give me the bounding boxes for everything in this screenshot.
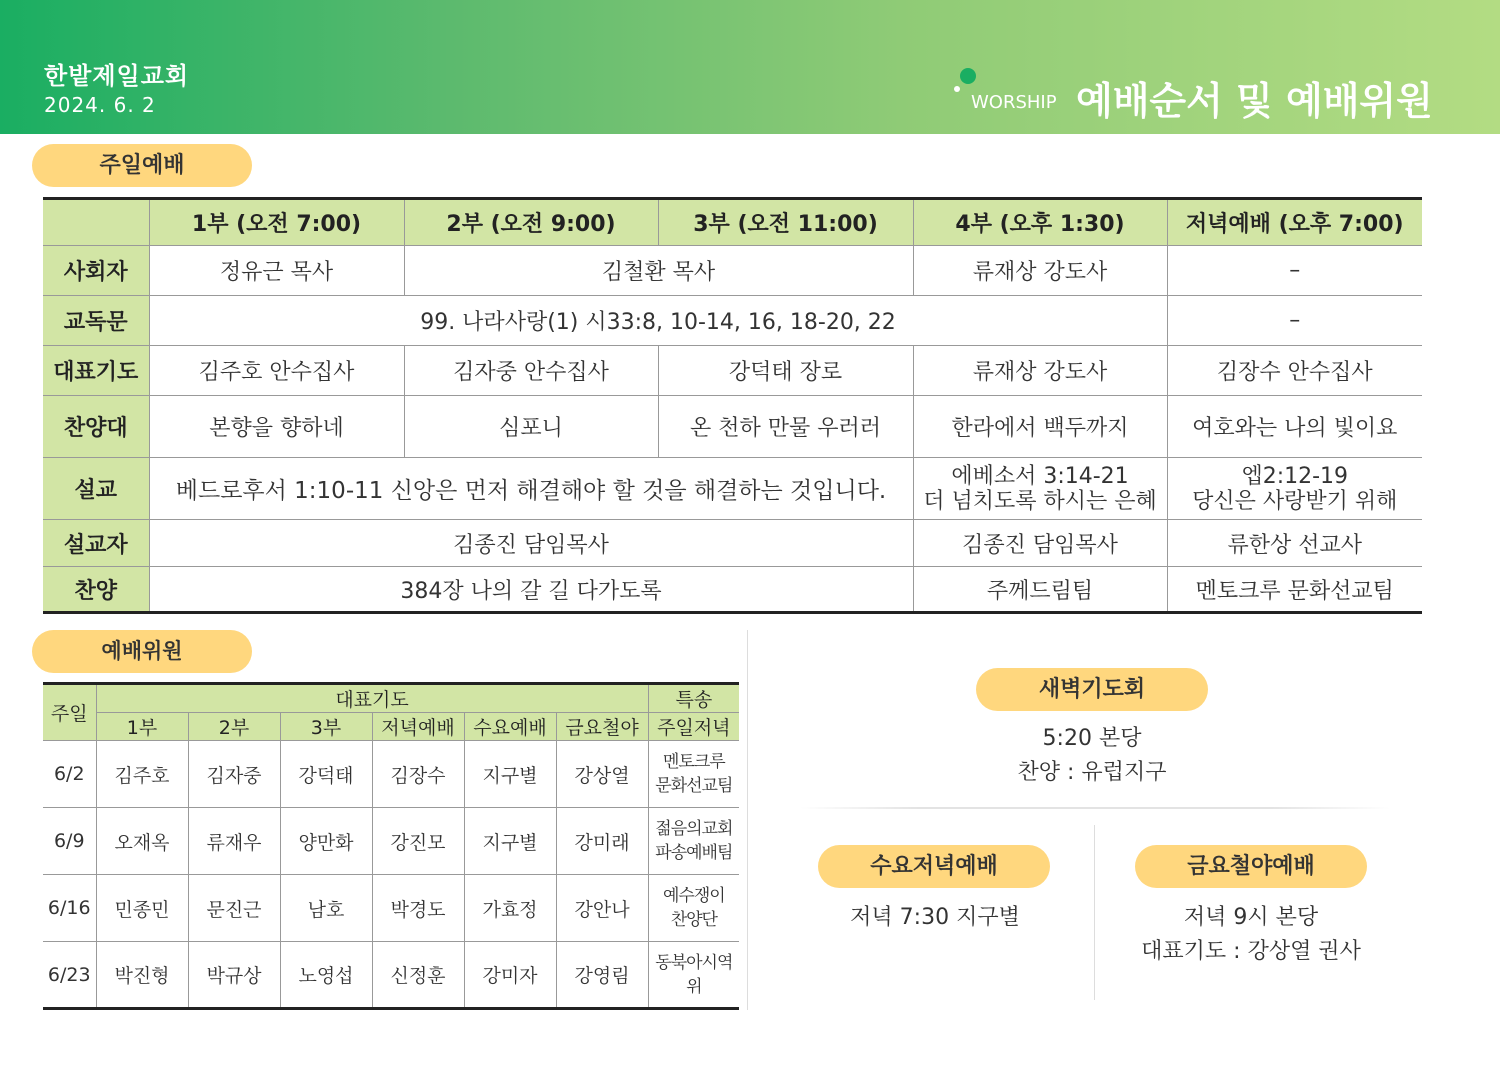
date-cell: 6/9 <box>43 808 96 875</box>
column-header: 1부 (오전 7:00) <box>149 199 404 246</box>
table-cell: 강안나 <box>556 875 648 942</box>
table-cell: 정유근 목사 <box>149 246 404 296</box>
table-cell: 99. 나라사랑(1) 시33:8, 10-14, 16, 18-20, 22 <box>149 296 1167 346</box>
table-cell: 류재상 강도사 <box>913 346 1167 396</box>
sermon-title: 당신은 사랑받기 위해 <box>1192 488 1398 514</box>
special-song-line: 찬양단 <box>670 910 717 930</box>
sunday-worship-table <box>43 197 1422 614</box>
info-line: 5:20 본당 <box>1042 726 1142 751</box>
row-label: 찬양 <box>43 567 149 613</box>
table-cell: 류재우 <box>188 808 280 875</box>
table-cell: 주께드림팀 <box>913 567 1167 613</box>
wednesday-worship-info <box>780 901 1090 935</box>
table-cell: 강상열 <box>556 741 648 808</box>
section-title: 예배순서 및 예배위원 <box>1076 79 1433 123</box>
column-header: 대표기도 <box>96 684 648 713</box>
dawn-prayer-title: 새벽기도회 <box>976 668 1208 711</box>
column-header: 3부 (오전 11:00) <box>658 199 913 246</box>
table-cell: 김종진 담임목사 <box>913 520 1167 567</box>
friday-worship-info <box>1100 901 1402 969</box>
table-cell: 지구별 <box>464 741 556 808</box>
table-row <box>43 741 739 808</box>
table-cell: 노영섭 <box>280 942 372 1009</box>
special-song-line: 멘토크루 <box>662 752 725 772</box>
vertical-divider <box>1094 825 1095 1000</box>
committee-table <box>43 682 739 1010</box>
white-dot-icon <box>954 86 960 92</box>
table-row <box>43 875 739 942</box>
column-subheader: 3부 <box>280 713 372 741</box>
special-song-line: 젊음의교회 <box>655 819 733 839</box>
committee-title: 예배위원 <box>32 630 252 673</box>
table-cell: 박진형 <box>96 942 188 1009</box>
sunday-worship-title: 주일예배 <box>32 144 252 187</box>
info-line: 찬양 : 유럽지구 <box>1017 760 1167 785</box>
table-row <box>43 346 1422 396</box>
column-header: 4부 (오후 1:30) <box>913 199 1167 246</box>
table-cell: 강미자 <box>464 942 556 1009</box>
table-cell: 강덕태 장로 <box>658 346 913 396</box>
header-banner <box>0 0 1500 134</box>
info-line: 저녁 9시 본당 <box>1183 905 1319 930</box>
vertical-divider <box>747 630 748 1010</box>
special-song-cell <box>648 741 739 808</box>
table-cell: 김자중 안수집사 <box>404 346 658 396</box>
column-subheader: 주일저녁 <box>648 713 739 741</box>
column-subheader: 금요철야 <box>556 713 648 741</box>
table-cell: 김주호 안수집사 <box>149 346 404 396</box>
table-cell: 양만화 <box>280 808 372 875</box>
table-cell: 여호와는 나의 빛이요 <box>1167 396 1422 458</box>
horizontal-divider <box>800 807 1390 809</box>
table-cell: 베드로후서 1:10-11 신앙은 먼저 해결해야 할 것을 해결하는 것입니다. <box>149 458 913 520</box>
table-cell: 김장수 <box>372 741 464 808</box>
table-cell: 강영림 <box>556 942 648 1009</box>
column-subheader: 수요예배 <box>464 713 556 741</box>
row-label: 찬양대 <box>43 396 149 458</box>
friday-worship-title: 금요철야예배 <box>1135 845 1367 888</box>
date-cell: 6/23 <box>43 942 96 1009</box>
green-dot-icon <box>960 68 976 84</box>
column-header: 주일 <box>43 684 96 741</box>
wednesday-worship-title: 수요저녁예배 <box>818 845 1050 888</box>
table-cell: 류재상 강도사 <box>913 246 1167 296</box>
table-cell: 민종민 <box>96 875 188 942</box>
table-row <box>43 808 739 875</box>
table-cell: 김종진 담임목사 <box>149 520 913 567</box>
table-cell: 멘토크루 문화선교팀 <box>1167 567 1422 613</box>
date-cell: 6/16 <box>43 875 96 942</box>
table-cell: 심포니 <box>404 396 658 458</box>
table-cell: 오재옥 <box>96 808 188 875</box>
date-cell: 6/2 <box>43 741 96 808</box>
column-subheader: 2부 <box>188 713 280 741</box>
row-label: 대표기도 <box>43 346 149 396</box>
table-cell: – <box>1167 246 1422 296</box>
table-row <box>43 942 739 1009</box>
special-song-cell <box>648 942 739 1009</box>
table-cell: 본향을 향하네 <box>149 396 404 458</box>
row-label: 설교 <box>43 458 149 520</box>
table-cell <box>913 458 1167 520</box>
table-cell: 강미래 <box>556 808 648 875</box>
table-row <box>43 520 1422 567</box>
table-row <box>43 246 1422 296</box>
church-name: 한밭제일교회 <box>44 62 190 90</box>
table-cell: 가효정 <box>464 875 556 942</box>
special-song-cell <box>648 808 739 875</box>
row-label: 설교자 <box>43 520 149 567</box>
column-subheader: 저녁예배 <box>372 713 464 741</box>
table-cell: 온 천하 만물 우러러 <box>658 396 913 458</box>
special-song-cell <box>648 875 739 942</box>
sermon-scripture: 엡2:12-19 <box>1241 463 1349 489</box>
bulletin-date: 2024. 6. 2 <box>44 93 156 117</box>
dawn-prayer-info <box>900 722 1284 790</box>
table-row <box>43 296 1422 346</box>
table-cell: 문진근 <box>188 875 280 942</box>
table-cell: 강덕태 <box>280 741 372 808</box>
table-cell <box>1167 458 1422 520</box>
row-label: 사회자 <box>43 246 149 296</box>
table-cell: 김철환 목사 <box>404 246 913 296</box>
table-cell: 지구별 <box>464 808 556 875</box>
table-cell: 박규상 <box>188 942 280 1009</box>
table-cell: 신정훈 <box>372 942 464 1009</box>
table-row <box>43 396 1422 458</box>
section-label-en: WORSHIP <box>971 92 1057 113</box>
table-cell: 384장 나의 갈 길 다가도록 <box>149 567 913 613</box>
special-song-line: 파송예배팀 <box>655 843 733 863</box>
table-cell: 김자중 <box>188 741 280 808</box>
table-cell: 박경도 <box>372 875 464 942</box>
special-song-line: 문화선교팀 <box>655 776 733 796</box>
table-cell: 한라에서 백두까지 <box>913 396 1167 458</box>
table-cell: – <box>1167 296 1422 346</box>
table-cell: 류한상 선교사 <box>1167 520 1422 567</box>
table-header-row <box>43 684 739 713</box>
table-cell: 강진모 <box>372 808 464 875</box>
info-line: 대표기도 : 강상열 권사 <box>1141 939 1361 964</box>
info-line: 저녁 7:30 지구별 <box>850 905 1020 930</box>
sermon-title: 더 넘치도록 하시는 은혜 <box>923 488 1157 514</box>
column-header: 2부 (오전 9:00) <box>404 199 658 246</box>
corner-cell <box>43 199 149 246</box>
row-label: 교독문 <box>43 296 149 346</box>
column-subheader: 1부 <box>96 713 188 741</box>
table-cell: 남호 <box>280 875 372 942</box>
table-subheader-row <box>43 713 739 741</box>
special-song-line: 예수쟁이 <box>662 886 725 906</box>
table-row <box>43 458 1422 520</box>
table-cell: 김주호 <box>96 741 188 808</box>
column-header: 저녁예배 (오후 7:00) <box>1167 199 1422 246</box>
special-song-line: 동북아시역위 <box>655 952 733 997</box>
sermon-scripture: 에베소서 3:14-21 <box>951 463 1129 489</box>
table-cell: 김장수 안수집사 <box>1167 346 1422 396</box>
column-header: 특송 <box>648 684 739 713</box>
table-row <box>43 567 1422 613</box>
table-header-row <box>43 199 1422 246</box>
